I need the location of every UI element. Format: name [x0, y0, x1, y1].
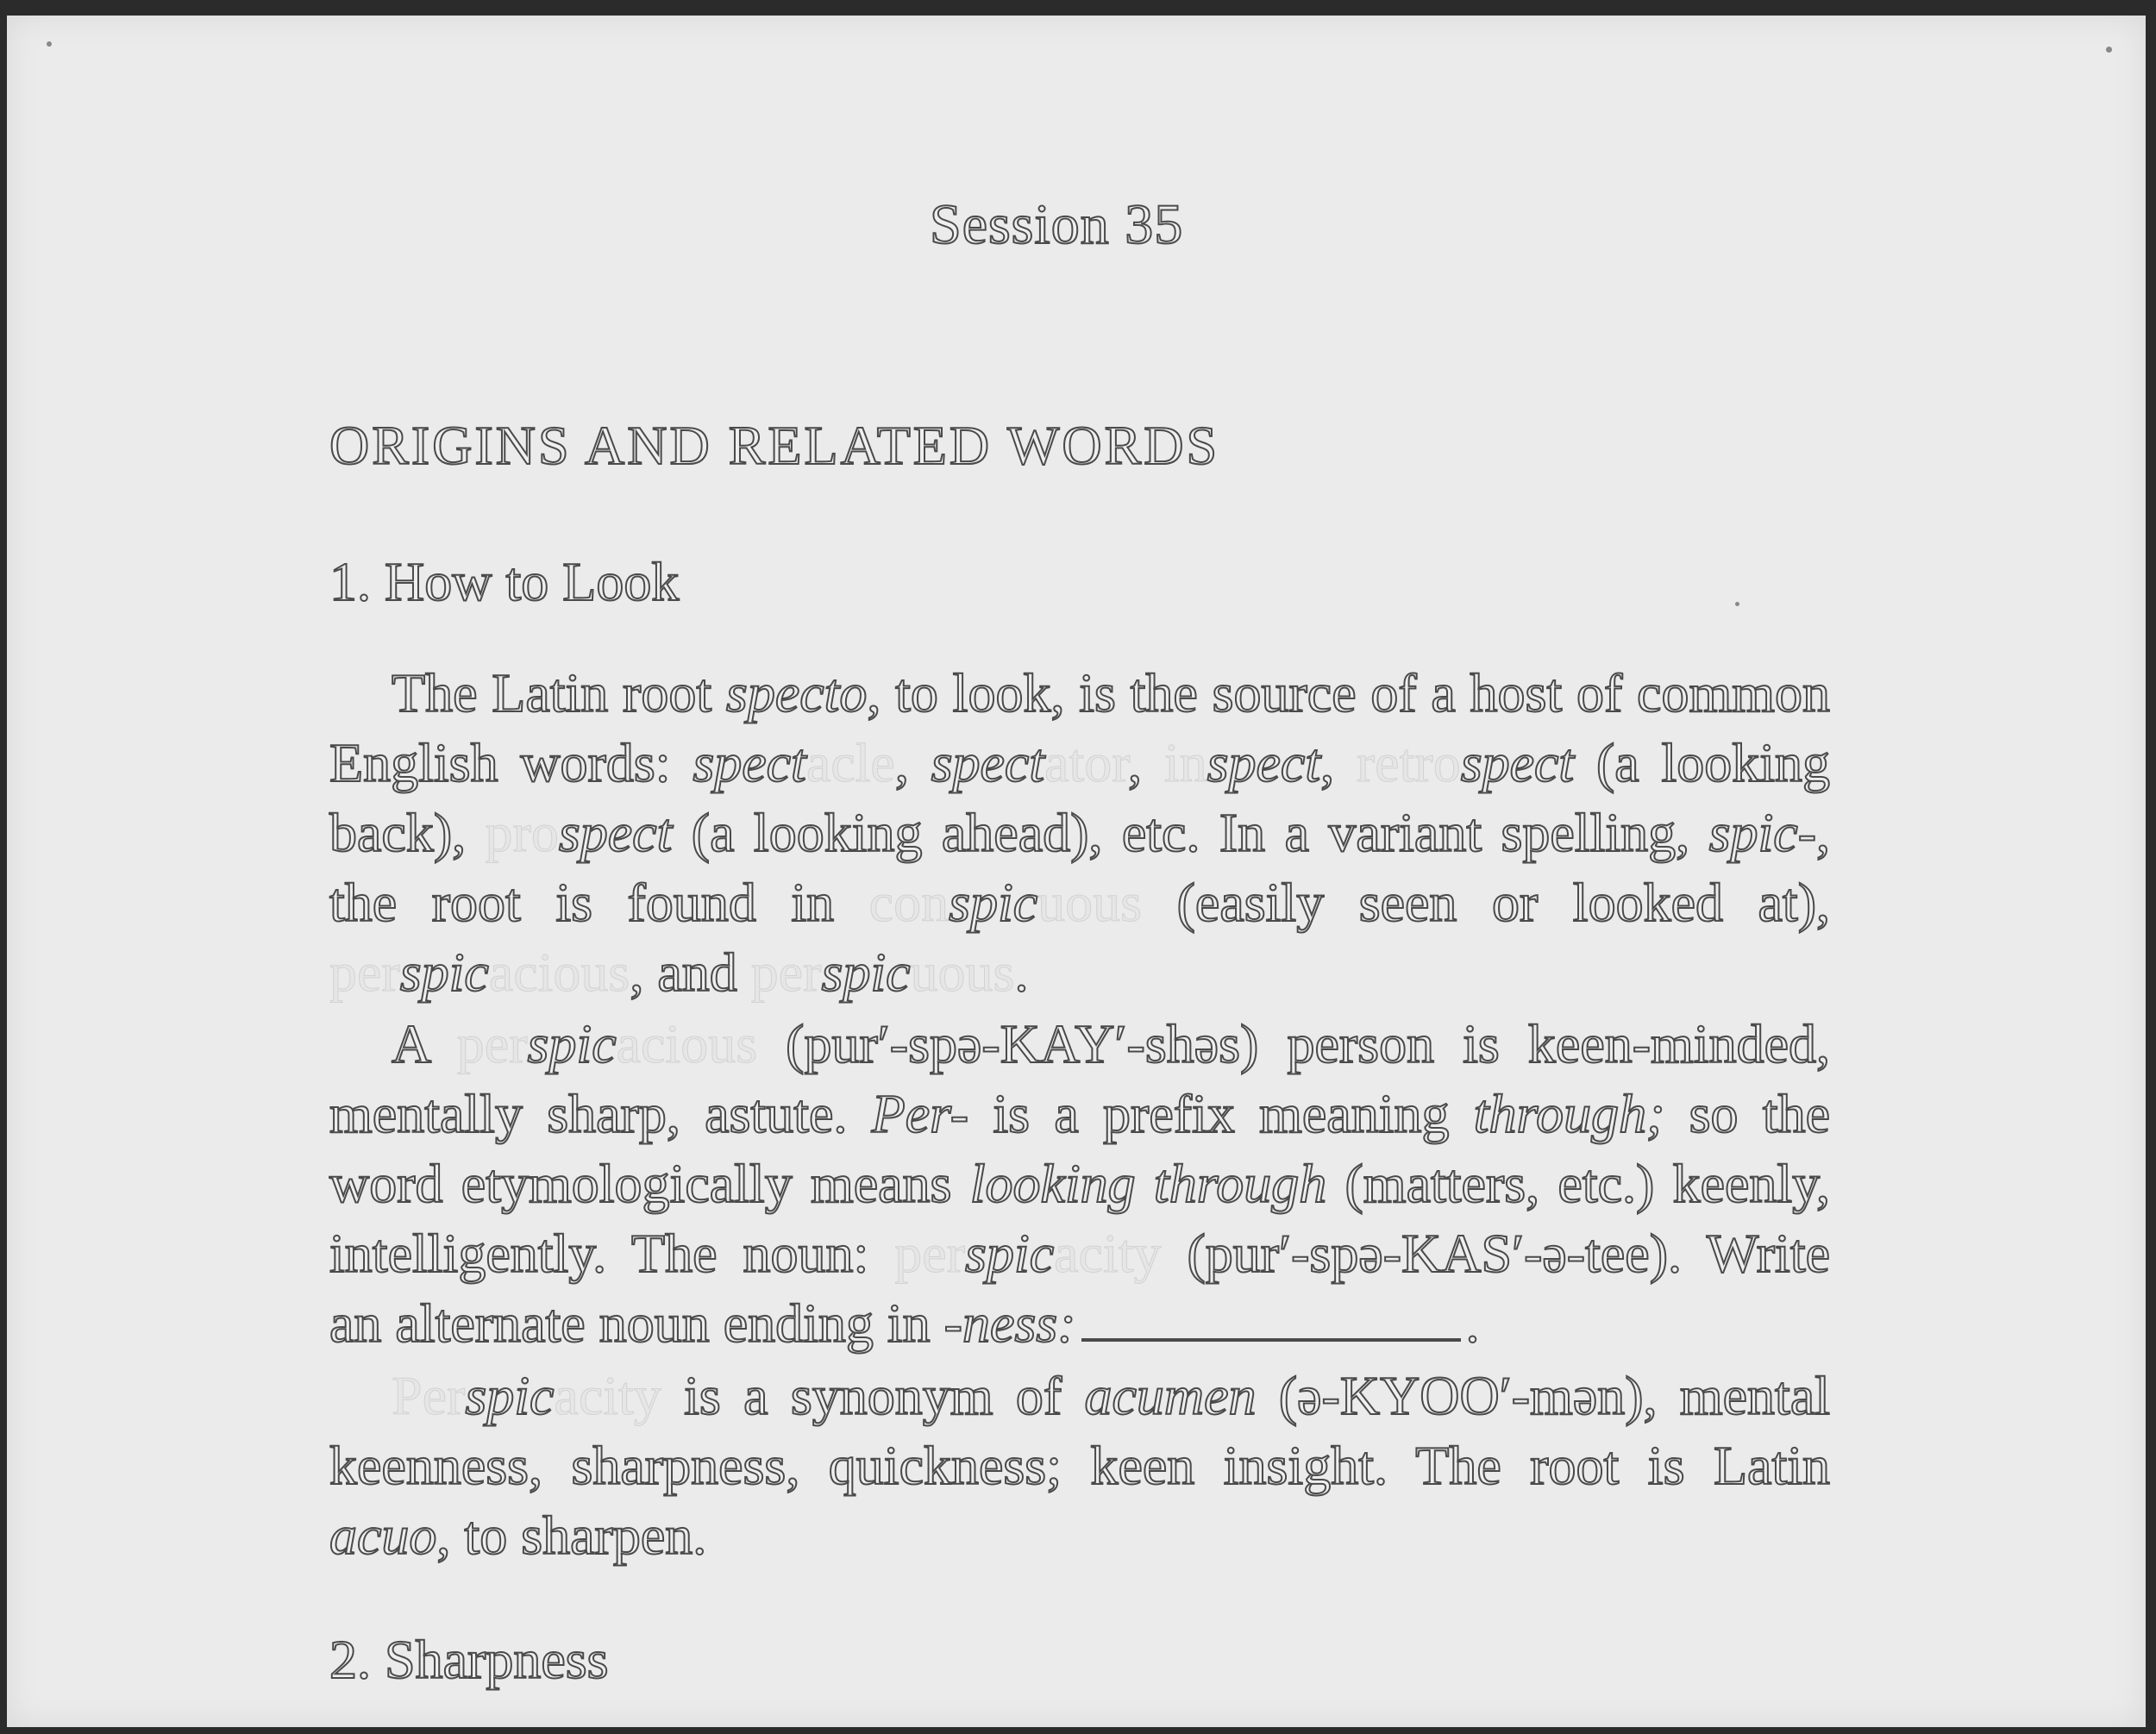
text-run: is a synonym of — [661, 1365, 1085, 1426]
suffix: -ness: — [943, 1293, 1076, 1354]
separator: , — [894, 732, 931, 793]
faded-word-part: per — [329, 942, 400, 1003]
latin-root: specto — [725, 662, 868, 723]
session-title: Session 35 — [930, 193, 1184, 256]
word-root: spect — [1460, 732, 1575, 793]
text-run: (easily seen or looked at), — [1142, 872, 1831, 933]
faded-word-part: acle — [805, 732, 895, 793]
text-run: (a looking back), — [329, 732, 1831, 863]
word-root: spic — [527, 1013, 617, 1074]
text-run: . — [1465, 1293, 1480, 1354]
faded-word-part: con — [868, 872, 950, 933]
paper-speck — [47, 41, 52, 47]
word-root: spect — [931, 732, 1045, 793]
meaning: through; — [1473, 1083, 1665, 1144]
paper-speck — [2106, 47, 2112, 53]
text-run: so the word etymologically means — [329, 1083, 1831, 1214]
faded-word-part: ator — [1044, 732, 1129, 793]
text-run: is a prefix meaning — [968, 1083, 1474, 1144]
subheading-sharpness: 2. Sharpness — [329, 1629, 609, 1690]
word-root: spic — [465, 1365, 555, 1426]
paper-speck — [1735, 602, 1739, 606]
text-run: , and — [630, 942, 751, 1003]
faded-word-part: acity — [1054, 1223, 1162, 1284]
text-run: (matters, etc.) keenly, intelligently. The noun: — [329, 1153, 1830, 1284]
faded-word-part: acious — [616, 1013, 758, 1074]
faded-word-part: acity — [554, 1365, 661, 1426]
paragraph-3 — [329, 1361, 1830, 1570]
text-run: (a looking ahead), etc. In a variant spelling, — [672, 802, 1709, 863]
faded-word-part: per — [894, 1223, 966, 1284]
word-root: spic — [399, 942, 489, 1003]
subheading-how-to-look: 1. How to Look — [329, 551, 680, 612]
word-root: spic — [821, 942, 911, 1003]
document-page — [7, 16, 2146, 1727]
word-root: spect — [1206, 732, 1321, 793]
faded-word-part: Per — [392, 1365, 466, 1426]
faded-word-part: uous — [1037, 872, 1143, 933]
faded-word-part: in — [1163, 732, 1207, 793]
faded-word-part: per — [750, 942, 822, 1003]
variant-root: spic- — [1708, 802, 1817, 863]
text-run: , the root is found in — [329, 802, 1831, 933]
separator: , — [1320, 732, 1357, 793]
word-root: spic — [949, 872, 1038, 933]
faded-word-part: uous — [910, 942, 1015, 1003]
faded-word-part: retro — [1356, 732, 1461, 793]
latin-root: acuo — [329, 1505, 437, 1566]
separator: , — [1128, 732, 1164, 793]
text-run: (pur′-spə-KAY′-shəs) person is keen-minded, mentally sharp, astute. — [329, 1013, 1831, 1144]
text-run: . — [1014, 942, 1029, 1003]
faded-word-part: pro — [485, 802, 559, 863]
synonym: acumen — [1084, 1365, 1257, 1426]
text-run: , to look, is the source of a host of common English words: — [329, 662, 1831, 793]
text-run: (ə-KYOO′-mən), mental keenness, sharpness, quickness; keen insight. The root is Latin — [329, 1365, 1831, 1496]
meaning: looking through — [969, 1153, 1327, 1214]
text-run: (pur′-spə-KAS′-ə-tee). Write an alternate noun ending in — [329, 1223, 1831, 1354]
fill-in-blank[interactable] — [1081, 1338, 1461, 1342]
word-root: spic — [965, 1223, 1055, 1284]
faded-word-part: per — [456, 1013, 528, 1074]
text-run: The Latin root — [392, 662, 726, 723]
text-run: A — [392, 1013, 457, 1074]
word-root: spect — [693, 732, 806, 793]
text-run: , to sharpen. — [436, 1505, 707, 1566]
prefix: Per- — [871, 1083, 969, 1144]
faded-word-part: acious — [488, 942, 630, 1003]
word-root: spect — [558, 802, 673, 863]
section-heading: ORIGINS AND RELATED WORDS — [329, 415, 1220, 476]
paragraph-2 — [329, 1009, 1830, 1358]
paragraph-1 — [329, 658, 1830, 1007]
